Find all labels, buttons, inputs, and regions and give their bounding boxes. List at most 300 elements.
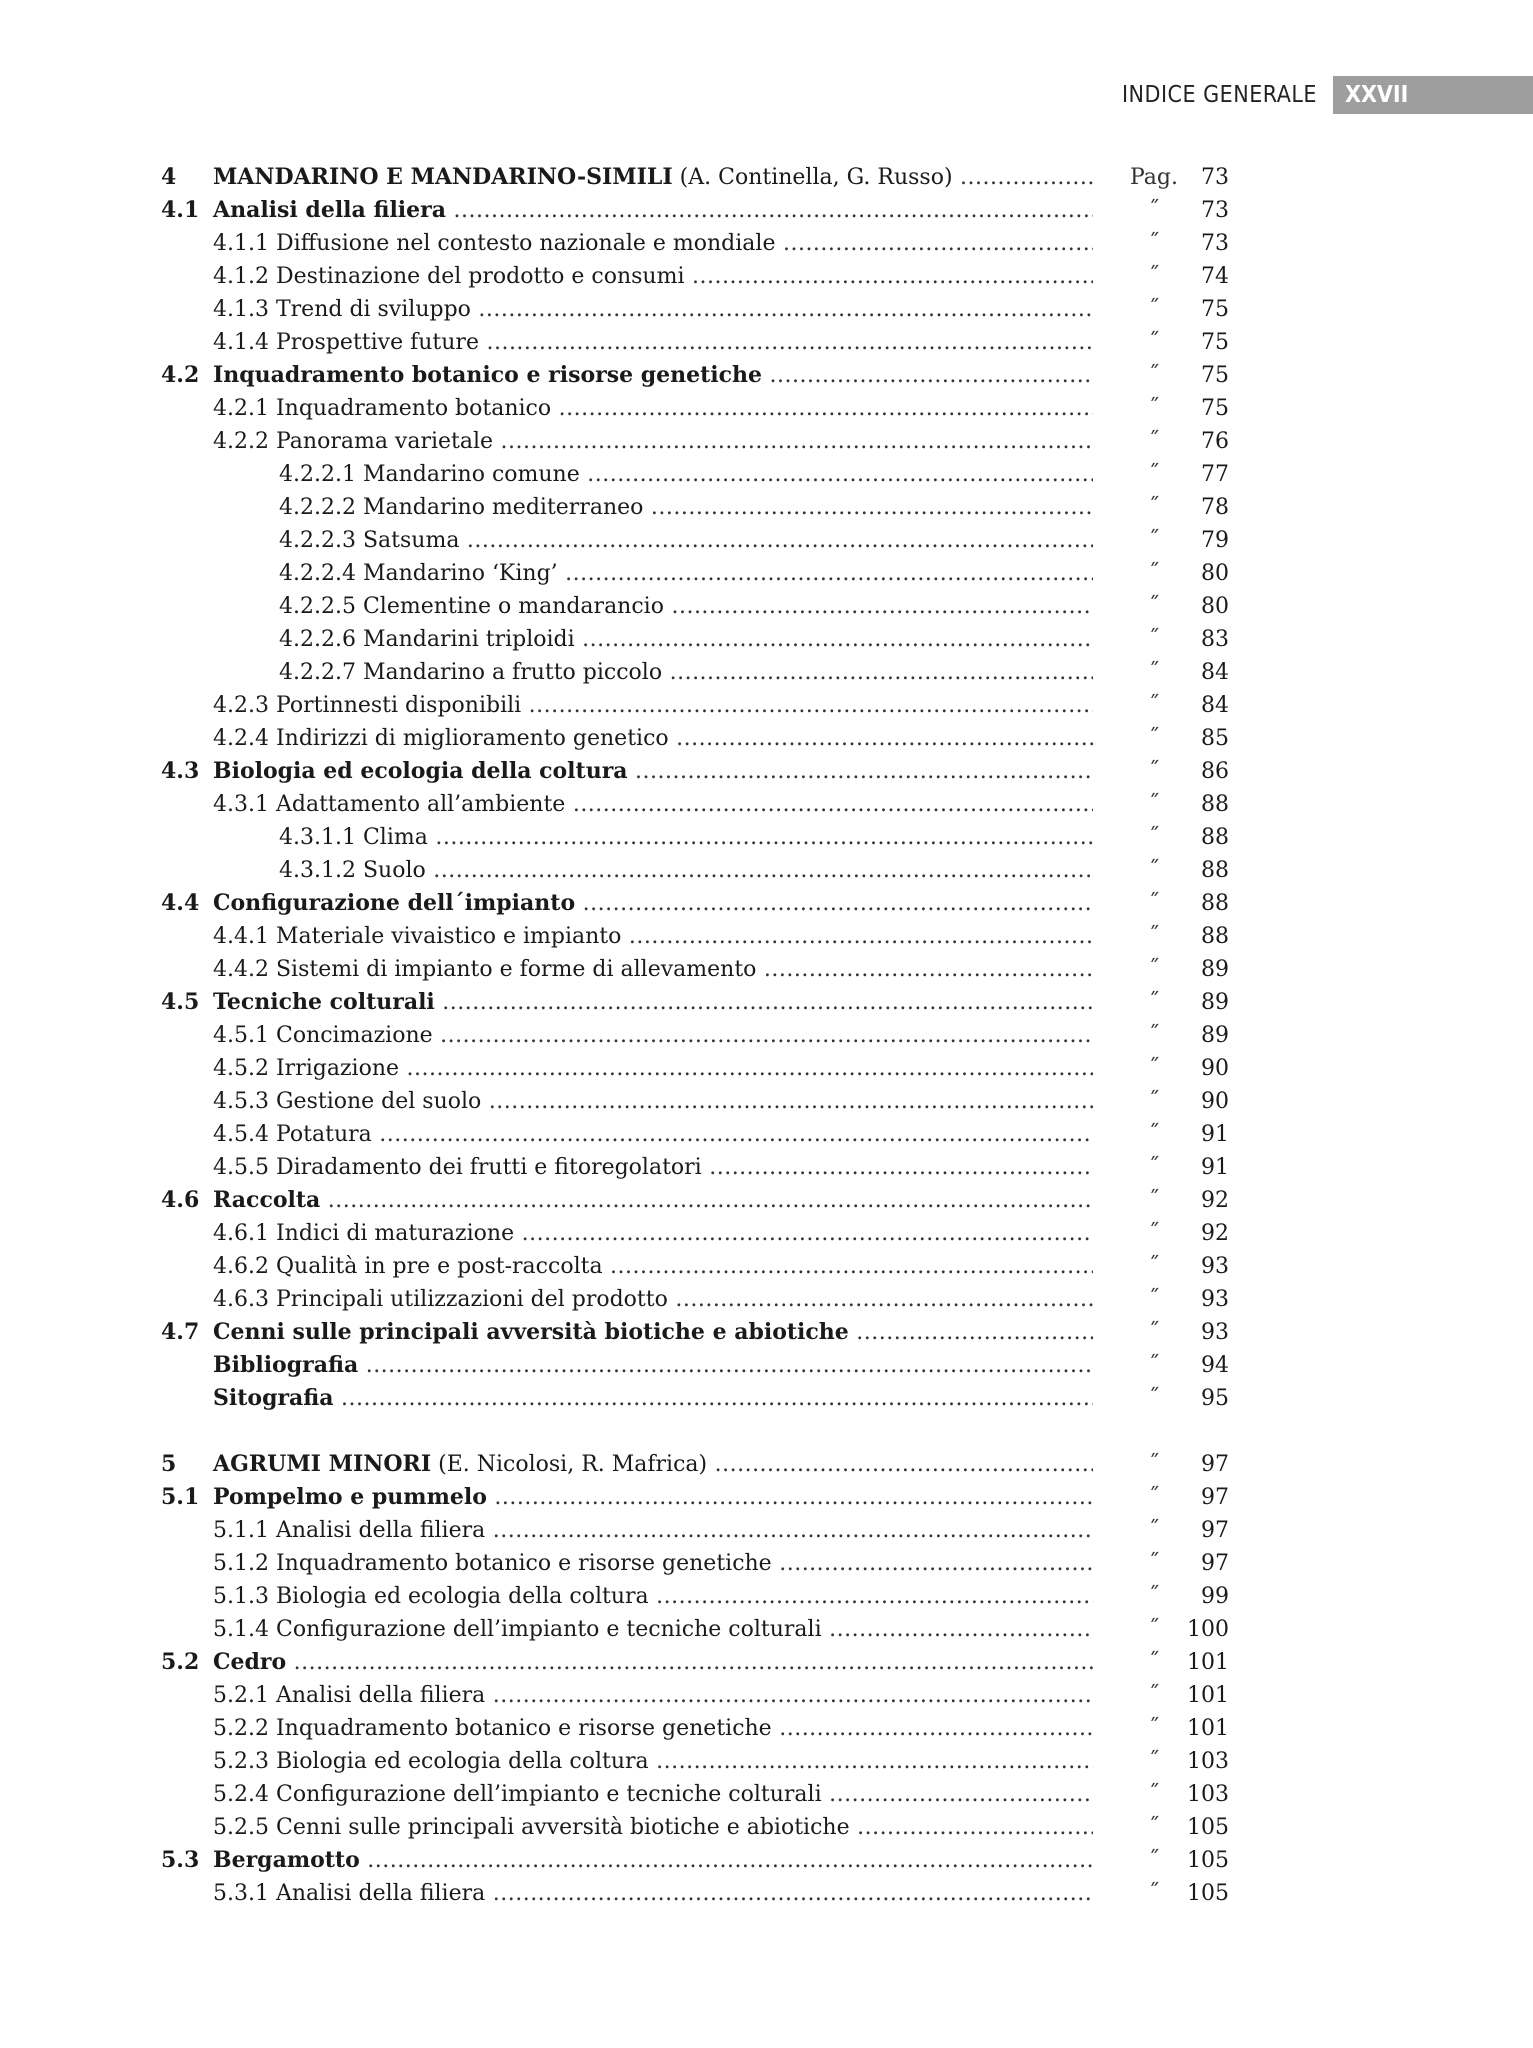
toc-entry-title: Analisi della filiera	[275, 1683, 486, 1708]
toc-entry-label	[213, 1811, 1093, 1844]
toc-entry-label	[279, 524, 1093, 557]
toc-entry-page: 79	[1201, 528, 1229, 553]
toc-entry-page: 75	[1201, 330, 1229, 355]
toc-entry-label	[213, 326, 1093, 359]
toc-entry-title: Destinazione del prodotto e consumi	[275, 264, 685, 289]
toc-entry-number: 4.5.2	[213, 1056, 269, 1081]
toc-entry-page: 105	[1187, 1848, 1229, 1873]
toc-entry-page: 97	[1201, 1452, 1229, 1477]
toc-entry-number: 5.1	[161, 1484, 200, 1510]
toc-entry-number: 4.1.1	[213, 231, 269, 256]
toc-entry-page: 95	[1201, 1386, 1229, 1411]
toc-ditto-mark: ˝	[1148, 1716, 1160, 1741]
toc-entry[interactable]	[161, 1844, 1231, 1877]
toc-ditto-mark: ˝	[1148, 957, 1160, 982]
toc-entry-page: 90	[1201, 1089, 1229, 1114]
toc-entry-page: 80	[1201, 594, 1229, 619]
toc-ditto-mark: ˝	[1148, 1848, 1160, 1873]
toc-entry-label	[213, 1613, 1093, 1646]
toc-entry[interactable]	[161, 557, 1231, 590]
toc-entry-label	[213, 1151, 1093, 1184]
toc-entry-label	[279, 821, 1093, 854]
toc-entry[interactable]	[161, 1250, 1231, 1283]
toc-entry-page: 89	[1201, 990, 1229, 1015]
toc-entry[interactable]	[161, 590, 1231, 623]
toc-ditto-mark: ˝	[1148, 1815, 1160, 1840]
toc-entry-title: Biologia ed ecologia della coltura	[275, 1584, 649, 1609]
table-of-contents	[161, 161, 1231, 1910]
toc-entry-title: Sistemi di impianto e forme di allevamento	[275, 957, 757, 982]
toc-entry-label	[213, 1580, 1093, 1613]
toc-entry-number: 5.2	[161, 1649, 200, 1675]
toc-entry-number: 5.3	[161, 1847, 200, 1873]
toc-entry-title: Materiale vivaistico e impianto	[275, 924, 622, 949]
toc-entry-number: 4.6	[161, 1187, 200, 1213]
toc-ditto-mark: ˝	[1148, 594, 1160, 619]
toc-ditto-mark: ˝	[1148, 1617, 1160, 1642]
toc-entry-page: 105	[1187, 1881, 1229, 1906]
toc-entry-page: 101	[1187, 1650, 1229, 1675]
toc-ditto-mark: ˝	[1148, 726, 1160, 751]
toc-entry-title: Biologia ed ecologia della coltura	[213, 758, 628, 784]
toc-entry-label	[279, 623, 1093, 656]
toc-entry-number: 5.2.5	[213, 1815, 269, 1840]
toc-entry-number: 4.2.1	[213, 396, 269, 421]
toc-entry-number: 4.3.1	[213, 792, 269, 817]
toc-ditto-mark: ˝	[1148, 1353, 1160, 1378]
toc-entry-label	[161, 194, 1093, 227]
toc-entry-title: Adattamento all’ambiente	[275, 792, 566, 817]
toc-entry-label	[213, 1283, 1093, 1316]
toc-ditto-mark: ˝	[1148, 990, 1160, 1015]
toc-entry-title: Mandarino mediterraneo	[362, 495, 644, 520]
toc-entry-label	[161, 1481, 1093, 1514]
toc-entry[interactable]	[161, 458, 1231, 491]
toc-entry-page: 80	[1201, 561, 1229, 586]
toc-entry-page: 93	[1201, 1320, 1229, 1345]
toc-entry-number: 4.6.3	[213, 1287, 269, 1312]
toc-entry-label	[213, 1679, 1093, 1712]
toc-entry-number: 4.1.4	[213, 330, 269, 355]
toc-entry-label	[213, 1877, 1093, 1910]
toc-entry-label	[161, 1844, 1093, 1877]
toc-entry-title: Qualità in pre e post-raccolta	[275, 1254, 603, 1279]
toc-ditto-mark: ˝	[1148, 858, 1160, 883]
toc-entry-number: 4.4.2	[213, 957, 269, 982]
toc-entry[interactable]	[161, 689, 1231, 722]
toc-entry-page: 103	[1187, 1749, 1229, 1774]
toc-entry-label	[213, 425, 1093, 458]
toc-entry-title: Panorama varietale	[275, 429, 494, 454]
toc-entry[interactable]	[161, 227, 1231, 260]
toc-entry-number: 4.2.2.4	[279, 561, 356, 586]
toc-entry[interactable]	[161, 821, 1231, 854]
toc-entry[interactable]	[161, 1679, 1231, 1712]
toc-entry-label	[161, 1184, 1093, 1217]
toc-entry-label	[213, 1118, 1093, 1151]
toc-entry-page: 76	[1201, 429, 1229, 454]
toc-entry[interactable]	[161, 755, 1231, 788]
toc-ditto-mark: ˝	[1148, 924, 1160, 949]
toc-ditto-mark: ˝	[1148, 759, 1160, 784]
toc-entry-page: 88	[1201, 792, 1229, 817]
toc-entry-title: Indirizzi di miglioramento genetico	[275, 726, 669, 751]
toc-entry-title: Mandarini triploidi	[362, 627, 575, 652]
toc-entry-title: Portinnesti disponibili	[275, 693, 522, 718]
toc-ditto-mark: ˝	[1148, 1650, 1160, 1675]
toc-pag-label: Pag.	[1129, 165, 1178, 190]
toc-entry-label	[213, 1250, 1093, 1283]
toc-ditto-mark: ˝	[1148, 1683, 1160, 1708]
toc-entry-label	[161, 1316, 1093, 1349]
toc-entry-label	[279, 491, 1093, 524]
toc-entry-title: Analisi della filiera	[275, 1881, 486, 1906]
toc-entry-label	[213, 1514, 1093, 1547]
toc-entry-page: 97	[1201, 1518, 1229, 1543]
toc-entry-page: 88	[1201, 891, 1229, 916]
toc-entry[interactable]	[161, 326, 1231, 359]
toc-entry-page: 93	[1201, 1287, 1229, 1312]
toc-entry[interactable]	[161, 1613, 1231, 1646]
toc-entry-label	[213, 953, 1093, 986]
toc-entry-page: 77	[1201, 462, 1229, 487]
toc-entry-title: Biologia ed ecologia della coltura	[275, 1749, 649, 1774]
toc-entry-page: 105	[1187, 1815, 1229, 1840]
toc-entry-number: 4.5.4	[213, 1122, 269, 1147]
toc-entry-title: Inquadramento botanico e risorse genetiche	[275, 1551, 772, 1576]
toc-entry[interactable]	[161, 1349, 1231, 1382]
toc-ditto-mark: ˝	[1148, 297, 1160, 322]
toc-entry[interactable]	[161, 920, 1231, 953]
toc-entry[interactable]	[161, 854, 1231, 887]
toc-entry[interactable]	[161, 1745, 1231, 1778]
toc-entry-label	[279, 656, 1093, 689]
toc-entry-label	[213, 722, 1093, 755]
toc-entry-title: Cedro	[213, 1649, 287, 1675]
toc-entry-title: Configurazione dell´impianto	[213, 890, 576, 916]
toc-entry-page: 73	[1201, 198, 1229, 223]
toc-entry-title: Mandarino ‘King’	[362, 561, 558, 586]
toc-entry-title: Inquadramento botanico e risorse genetiche	[213, 362, 763, 388]
toc-entry-number: 4.6.2	[213, 1254, 269, 1279]
toc-ditto-mark: ˝	[1148, 1056, 1160, 1081]
toc-entry-title: Satsuma	[362, 528, 460, 553]
toc-entry-title: AGRUMI MINORI	[213, 1451, 432, 1477]
toc-entry[interactable]	[161, 1646, 1231, 1679]
toc-ditto-mark: ˝	[1148, 1089, 1160, 1114]
toc-entry-label	[161, 1349, 1093, 1382]
toc-ditto-mark: ˝	[1148, 1485, 1160, 1510]
toc-entry[interactable]	[161, 986, 1231, 1019]
toc-ditto-mark: ˝	[1148, 891, 1160, 916]
toc-entry-label	[213, 1085, 1093, 1118]
toc-entry-page: 89	[1201, 957, 1229, 982]
toc-entry[interactable]	[161, 1118, 1231, 1151]
toc-ditto-mark: ˝	[1148, 330, 1160, 355]
toc-entry[interactable]	[161, 656, 1231, 689]
toc-ditto-mark: ˝	[1148, 693, 1160, 718]
toc-entry-page: 86	[1201, 759, 1229, 784]
toc-entry-page: 75	[1201, 297, 1229, 322]
toc-entry-label	[161, 887, 1093, 920]
toc-entry[interactable]	[161, 425, 1231, 458]
toc-entry-number: 4.3	[161, 758, 200, 784]
toc-entry-page: 101	[1187, 1683, 1229, 1708]
toc-ditto-mark: ˝	[1148, 1749, 1160, 1774]
toc-entry-title: Gestione del suolo	[275, 1089, 482, 1114]
toc-ditto-mark: ˝	[1148, 462, 1160, 487]
toc-entry-number: 4.6.1	[213, 1221, 269, 1246]
toc-entry[interactable]	[161, 722, 1231, 755]
header-section-title: INDICE GENERALE	[1121, 82, 1317, 108]
toc-entry-page: 90	[1201, 1056, 1229, 1081]
toc-entry-page: 94	[1201, 1353, 1229, 1378]
toc-entry-page: 88	[1201, 825, 1229, 850]
toc-entry-page: 84	[1201, 660, 1229, 685]
toc-entry[interactable]	[161, 161, 1231, 194]
toc-entry[interactable]	[161, 1580, 1231, 1613]
toc-entry-label	[213, 1217, 1093, 1250]
toc-entry-label	[213, 788, 1093, 821]
toc-entry-title: Clementine o mandarancio	[362, 594, 664, 619]
toc-entry[interactable]	[161, 1481, 1231, 1514]
toc-entry[interactable]	[161, 1217, 1231, 1250]
toc-ditto-mark: ˝	[1148, 561, 1160, 586]
toc-entry[interactable]	[161, 1052, 1231, 1085]
toc-entry-label	[161, 1382, 1093, 1415]
toc-entry-page: 97	[1201, 1551, 1229, 1576]
toc-entry-label	[161, 1646, 1093, 1679]
toc-entry-page: 91	[1201, 1122, 1229, 1147]
toc-entry-number: 5.1.3	[213, 1584, 269, 1609]
toc-ditto-mark: ˝	[1148, 1551, 1160, 1576]
toc-entry[interactable]	[161, 1514, 1231, 1547]
toc-ditto-mark: ˝	[1148, 1320, 1160, 1345]
toc-entry-page: 88	[1201, 858, 1229, 883]
toc-entry-number: 5.2.3	[213, 1749, 269, 1774]
toc-entry-page: 85	[1201, 726, 1229, 751]
toc-entry-number: 4.2	[161, 362, 200, 388]
toc-entry[interactable]	[161, 260, 1231, 293]
toc-ditto-mark: ˝	[1148, 1254, 1160, 1279]
toc-entry-number: 4.2.2.5	[279, 594, 356, 619]
toc-entry-label	[213, 1052, 1093, 1085]
toc-entry-number: 5.2.1	[213, 1683, 269, 1708]
toc-entry[interactable]	[161, 524, 1231, 557]
toc-entry-label	[213, 227, 1093, 260]
toc-entry-page: 74	[1201, 264, 1229, 289]
toc-entry-title: Clima	[362, 825, 428, 850]
toc-ditto-mark: ˝	[1148, 264, 1160, 289]
toc-entry[interactable]	[161, 623, 1231, 656]
toc-entry[interactable]	[161, 1712, 1231, 1745]
toc-entry-number: 4.1	[161, 197, 200, 223]
toc-entry-title: Configurazione dell’impianto e tecniche colturali	[275, 1782, 822, 1807]
toc-entry-authors: (E. Nicolosi, R. Mafrica)	[431, 1452, 708, 1477]
toc-entry-label	[213, 1745, 1093, 1778]
toc-entry[interactable]	[161, 1778, 1231, 1811]
toc-entry-title: Prospettive future	[275, 330, 479, 355]
toc-ditto-mark: ˝	[1148, 1881, 1160, 1906]
toc-entry-number: 4.2.2.7	[279, 660, 356, 685]
toc-entry-label	[213, 293, 1093, 326]
toc-entry[interactable]	[161, 1877, 1231, 1910]
toc-entry-number: 4.2.2.1	[279, 462, 356, 487]
toc-entry-title: Concimazione	[275, 1023, 433, 1048]
toc-entry-page: 83	[1201, 627, 1229, 652]
toc-entry-label	[161, 1448, 1093, 1481]
toc-entry-page: 92	[1201, 1221, 1229, 1246]
toc-entry-page: 73	[1201, 231, 1229, 256]
toc-entry-number: 4.2.2.3	[279, 528, 356, 553]
toc-entry[interactable]	[161, 1811, 1231, 1844]
toc-entry-number: 5	[161, 1451, 177, 1477]
toc-entry-page: 84	[1201, 693, 1229, 718]
toc-entry-number: 4.3.1.2	[279, 858, 356, 883]
toc-entry-page: 101	[1187, 1716, 1229, 1741]
toc-ditto-mark: ˝	[1148, 627, 1160, 652]
toc-entry-number: 4.1.3	[213, 297, 269, 322]
toc-entry-title: Diffusione nel contesto nazionale e mondiale	[275, 231, 776, 256]
toc-entry-number: 4.7	[161, 1319, 200, 1345]
toc-entry-title: Irrigazione	[275, 1056, 400, 1081]
toc-entry[interactable]	[161, 392, 1231, 425]
toc-entry-title: Raccolta	[213, 1187, 321, 1213]
toc-entry-page: 93	[1201, 1254, 1229, 1279]
toc-entry-title: Inquadramento botanico e risorse genetiche	[275, 1716, 772, 1741]
header-page-number: XXVII	[1333, 76, 1533, 114]
toc-entry-number: 5.2.4	[213, 1782, 269, 1807]
toc-entry[interactable]	[161, 194, 1231, 227]
toc-ditto-mark: ˝	[1148, 1386, 1160, 1411]
toc-entry-label	[213, 689, 1093, 722]
toc-ditto-mark: ˝	[1148, 1023, 1160, 1048]
toc-entry-title: Trend di sviluppo	[275, 297, 471, 322]
toc-entry-page: 75	[1201, 396, 1229, 421]
toc-entry-label	[279, 854, 1093, 887]
toc-entry-number: 5.2.2	[213, 1716, 269, 1741]
toc-entry-title: Mandarino comune	[362, 462, 580, 487]
toc-ditto-mark: ˝	[1148, 1122, 1160, 1147]
toc-entry-number: 4.4	[161, 890, 200, 916]
toc-entry[interactable]	[161, 1448, 1231, 1481]
toc-ditto-mark: ˝	[1148, 495, 1160, 520]
toc-entry-page: 78	[1201, 495, 1229, 520]
toc-entry-page: 89	[1201, 1023, 1229, 1048]
toc-entry-number: 4.5.5	[213, 1155, 269, 1180]
toc-ditto-mark: ˝	[1148, 1287, 1160, 1312]
toc-ditto-mark: ˝	[1148, 429, 1160, 454]
toc-entry-page: 91	[1201, 1155, 1229, 1180]
toc-entry[interactable]	[161, 359, 1231, 392]
toc-ditto-mark: ˝	[1148, 1452, 1160, 1477]
toc-entry[interactable]	[161, 1382, 1231, 1415]
toc-entry[interactable]	[161, 1151, 1231, 1184]
toc-entry-label	[161, 161, 1093, 194]
toc-entry-number: 4.4.1	[213, 924, 269, 949]
toc-ditto-mark: ˝	[1148, 396, 1160, 421]
toc-entry-number: 4.2.2	[213, 429, 269, 454]
toc-entry[interactable]	[161, 887, 1231, 920]
toc-entry-number: 4.2.4	[213, 726, 269, 751]
toc-entry-label	[213, 1712, 1093, 1745]
toc-entry-label	[213, 260, 1093, 293]
toc-entry-label	[279, 557, 1093, 590]
toc-entry-number: 4.5	[161, 989, 200, 1015]
toc-entry-page: 73	[1201, 165, 1229, 190]
toc-entry-page: 97	[1201, 1485, 1229, 1510]
toc-ditto-mark: ˝	[1148, 1584, 1160, 1609]
toc-entry-number: 5.1.1	[213, 1518, 269, 1543]
toc-entry-title: MANDARINO E MANDARINO-SIMILI	[213, 164, 673, 190]
toc-ditto-mark: ˝	[1148, 1188, 1160, 1213]
toc-entry[interactable]	[161, 1316, 1231, 1349]
toc-entry-title: Analisi della filiera	[275, 1518, 486, 1543]
toc-entry-title: Bergamotto	[213, 1847, 360, 1873]
toc-entry-title: Bibliografia	[213, 1352, 359, 1378]
toc-entry-label	[161, 755, 1093, 788]
toc-entry-title: Configurazione dell’impianto e tecniche colturali	[275, 1617, 822, 1642]
toc-entry-label	[161, 359, 1093, 392]
toc-ditto-mark: ˝	[1148, 528, 1160, 553]
toc-entry-title: Cenni sulle principali avversità biotiche e abiotiche	[213, 1319, 849, 1345]
toc-entry-page: 75	[1201, 363, 1229, 388]
toc-entry-number: 4.2.2.6	[279, 627, 356, 652]
toc-entry[interactable]	[161, 1019, 1231, 1052]
toc-entry-title: Principali utilizzazioni del prodotto	[275, 1287, 668, 1312]
toc-entry-page: 88	[1201, 924, 1229, 949]
toc-ditto-mark: ˝	[1148, 1782, 1160, 1807]
toc-ditto-mark: ˝	[1148, 231, 1160, 256]
toc-entry-number: 4.3.1.1	[279, 825, 356, 850]
toc-ditto-mark: ˝	[1148, 660, 1160, 685]
toc-entry[interactable]	[161, 491, 1231, 524]
toc-entry-title: Inquadramento botanico	[275, 396, 552, 421]
toc-entry-label	[213, 1019, 1093, 1052]
toc-entry[interactable]	[161, 293, 1231, 326]
running-header	[1122, 76, 1533, 114]
toc-ditto-mark: ˝	[1148, 825, 1160, 850]
toc-entry-authors: (A. Continella, G. Russo)	[672, 165, 953, 190]
toc-ditto-mark: ˝	[1148, 198, 1160, 223]
toc-entry[interactable]	[161, 953, 1231, 986]
toc-entry-number: 4.1.2	[213, 264, 269, 289]
toc-entry-number: 4	[161, 164, 177, 190]
toc-entry-page: 99	[1201, 1584, 1229, 1609]
toc-entry-title: Indici di maturazione	[275, 1221, 515, 1246]
toc-entry-page: 100	[1187, 1617, 1229, 1642]
toc-entry-label	[213, 920, 1093, 953]
toc-entry[interactable]	[161, 788, 1231, 821]
toc-entry-title: Diradamento dei frutti e fitoregolatori	[275, 1155, 702, 1180]
toc-ditto-mark: ˝	[1148, 1221, 1160, 1246]
toc-entry-number: 4.5.1	[213, 1023, 269, 1048]
toc-entry-page: 103	[1187, 1782, 1229, 1807]
toc-entry-number: 4.2.2.2	[279, 495, 356, 520]
toc-ditto-mark: ˝	[1148, 792, 1160, 817]
toc-entry-label	[213, 1547, 1093, 1580]
toc-entry-label	[279, 590, 1093, 623]
toc-entry-label	[279, 458, 1093, 491]
toc-entry-title: Tecniche colturali	[213, 989, 435, 1015]
toc-entry-title: Pompelmo e pummelo	[213, 1484, 487, 1510]
toc-ditto-mark: ˝	[1148, 363, 1160, 388]
toc-entry[interactable]	[161, 1283, 1231, 1316]
toc-entry[interactable]	[161, 1547, 1231, 1580]
toc-entry-title: Sitografia	[213, 1385, 334, 1411]
toc-entry[interactable]	[161, 1184, 1231, 1217]
toc-entry[interactable]	[161, 1085, 1231, 1118]
